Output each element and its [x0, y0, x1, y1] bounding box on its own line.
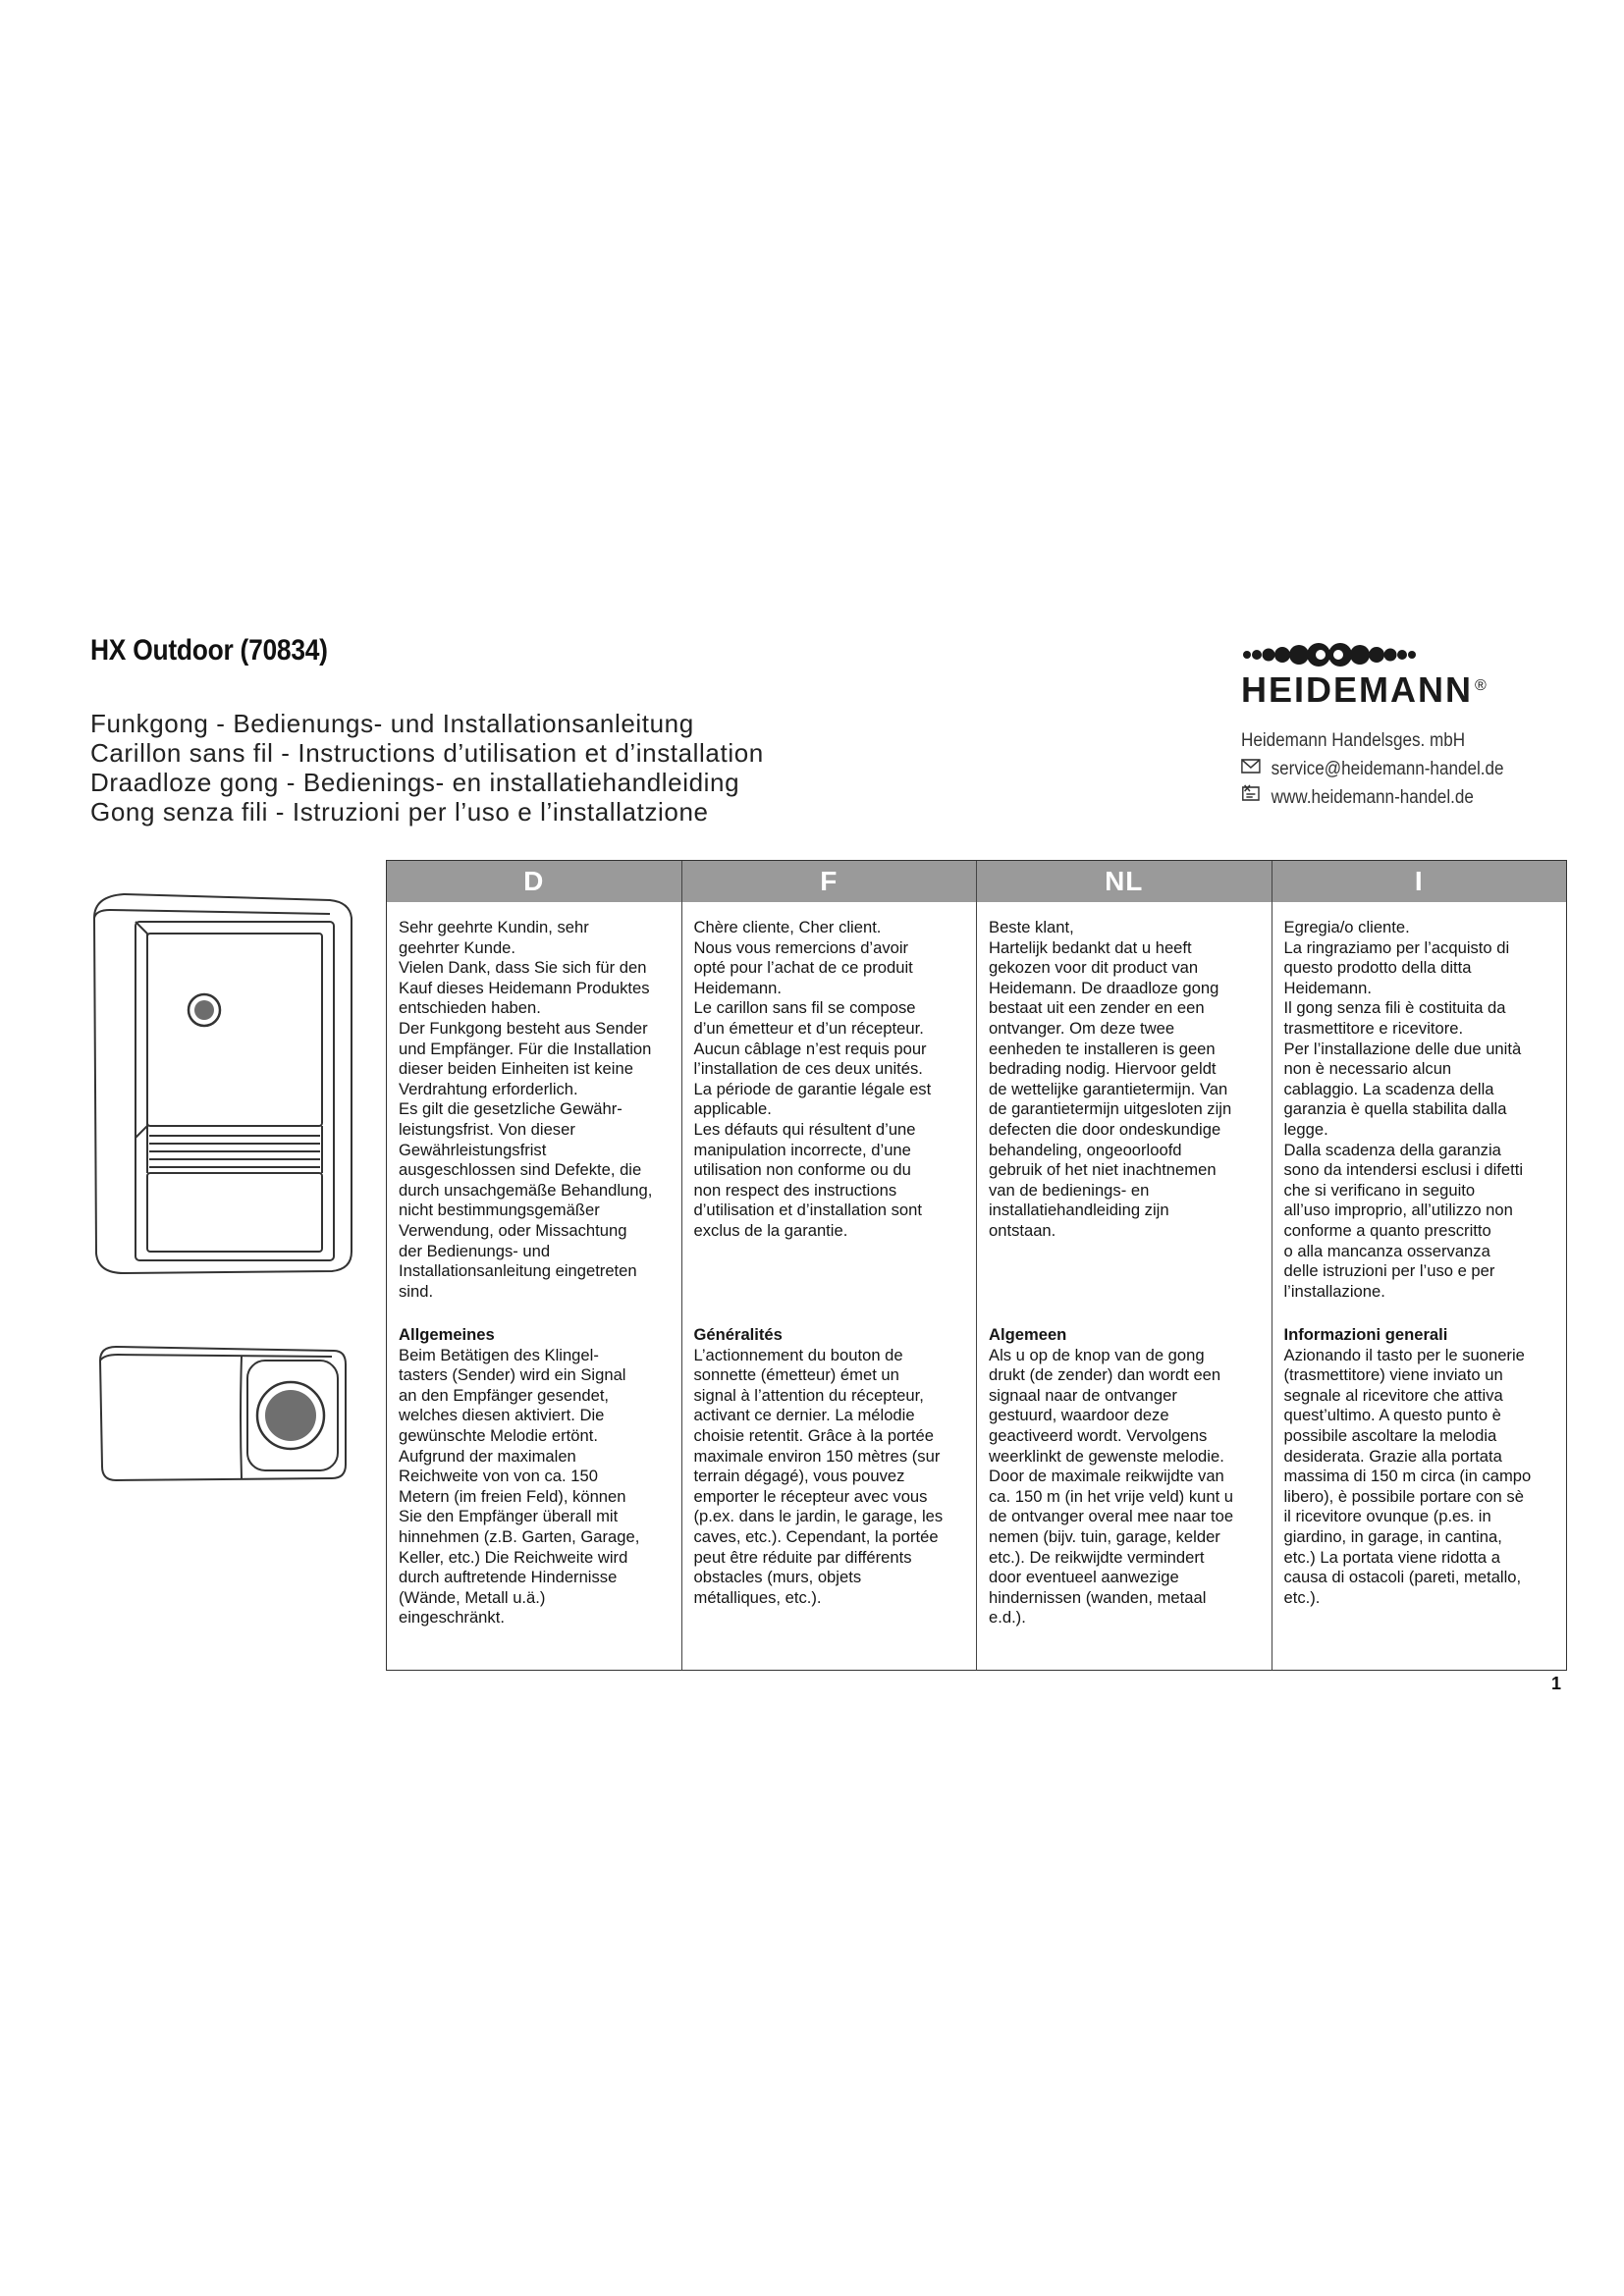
- general-section-fr: [682, 1325, 977, 1608]
- subtitle-fr: Carillon sans fil - Instructions d’utilisation et d’installation: [90, 738, 764, 768]
- logo-dots-icon: [1241, 638, 1565, 671]
- bell-button-illustration: [94, 1341, 350, 1493]
- registered-mark: ®: [1475, 677, 1489, 694]
- brand-logo-text: HEIDEMANN: [1241, 669, 1474, 710]
- company-name: Heidemann Handelsges. mbH: [1241, 730, 1466, 751]
- intro-text-fr: Chère cliente, Cher client. Nous vous remercions d’avoir opté pour l’achat de ce produit Heidemann. Le carillon sans fil se compose d’un émetteur et d’un récepteur. Aucun câblage n’est requis pour l’installation de ces deux unités. La période de garantie légale est applicable. Les défauts qui résultent d’une manipulation incorrecte, d’une utilisation non conforme ou du non respect des instructions d’utilisation et d’installation sont exclus de la garantie.: [693, 918, 932, 1240]
- general-heading-de: Allgemeines: [399, 1325, 495, 1344]
- intro-text-de: Sehr geehrte Kundin, sehr geehrter Kunde. Vielen Dank, dass Sie sich für den Kauf dieses Heidemann Produktes entschieden haben. Der Funkgong besteht aus Sender und Empfänger. Für die Installation dieser beiden Einheiten ist keine Verdrahtung erforderlich. Es gilt die gesetzliche Gewähr- leistungsfrist. Von dieser Gewährleistungsfrist ausgeschlossen sind Defekte, die durch unsachgemäße Behandlung, nicht bestimmungsgemäßer Verwendung, oder Missachtung der Bedienungs- und Installationsanleitung eingetreten sind.: [399, 918, 653, 1301]
- website-line: [1241, 783, 1533, 812]
- general-heading-it: Informazioni generali: [1283, 1325, 1448, 1344]
- general-body-fr: L’actionnement du bouton de sonnette (émetteur) émet un signal à l’attention du récepteur, activant ce dernier. La mélodie choisie retentit. Grâce à la portée maximale environ 150 mètres (sur terrain dégagé), vous pouvez emporter le récepteur avec vous (p.ex. dans le jardin, le garage, les caves, etc.). Cependant, la portée peut être réduite par différents obstacles (murs, objets métalliques, etc.).: [693, 1345, 944, 1607]
- general-body-nl: Als u op de knop van de gong drukt (de zender) dan wordt een signaal naar de ontvanger gestuurd, waardoor deze geactiveerd wordt. Vervolgens weerklinkt de gewenste melodie. Door de maximale reikwijdte van ca. 150 m (in het vrije veld) kunt u de ontvanger overal mee naar toe nemen (bijv. tuin, garage, kelder etc.). De reikwijdte vermindert door eventueel aanwezige hindernissen (wanden, metaal e.d.).: [989, 1345, 1234, 1628]
- general-section-it: [1272, 1325, 1567, 1608]
- column-nl: [976, 861, 1272, 1670]
- subtitle-de: Funkgong - Bedienungs- und Installationsanleitung: [90, 709, 694, 738]
- general-body-de: Beim Betätigen des Klingel- tasters (Sender) wird ein Signal an den Empfänger gesendet, welches diesen aktiviert. Die gewünschte Melodie ertönt. Aufgrund der maximalen Reichweite von von ca. 150 Metern (im freien Feld), können Sie den Empfänger überall mit hinnehmen (z.B. Garten, Garage, Keller, etc.) Die Reichweite wird durch auftretende Hindernisse (Wände, Metall u.ä.) eingeschränkt.: [399, 1345, 640, 1628]
- general-heading-nl: Algemeen: [989, 1325, 1067, 1344]
- brand-logo: [1241, 669, 1565, 711]
- intro-text-nl: Beste klant, Hartelijk bedankt dat u heeft gekozen voor dit product van Heidemann. De draadloze gong bestaat uit een zender en een ontvanger. Om deze twee eenheden te installeren is geen bedrading nodig. Hiervoor geldt de wettelijke garantietermijn. Van de garantietermijn uitgesloten zijn defecten die door ondeskundige behandeling, ongeoorloofd gebruik of het niet inachtnemen van de bedienings- en installatiehandleiding zijn ontstaan.: [989, 918, 1232, 1240]
- subtitle-nl: Draadloze gong - Bedienings- en installatiehandleiding: [90, 768, 740, 797]
- general-section-nl: [977, 1325, 1272, 1629]
- page-number: 1: [1551, 1674, 1562, 1693]
- website-link[interactable]: www.heidemann-handel.de: [1271, 787, 1474, 808]
- general-heading-fr: Généralités: [693, 1325, 783, 1344]
- brand-block: [1241, 638, 1565, 812]
- column-header-fr: F: [682, 861, 977, 902]
- envelope-icon: [1241, 755, 1264, 783]
- column-de: [387, 861, 681, 1670]
- manual-table: [386, 860, 1567, 1671]
- general-section-de: [387, 1325, 681, 1629]
- email-line: [1241, 755, 1533, 783]
- product-title: HX Outdoor (70834): [90, 634, 328, 667]
- general-body-it: Azionando il tasto per le suonerie (trasmettitore) viene inviato un segnale al ricevitore che attiva quest’ultimo. A questo punto è possibile ascoltare la melodia desiderata. Grazie alla portata massima di 150 m circa (in campo libero), è possibile portare con sè il ricevitore ovunque (p.es. in giardino, in garage, in cantina, etc.) La portata viene ridotta a causa di ostacoli (pareti, metallo, etc.).: [1283, 1345, 1532, 1607]
- intro-text-it: Egregia/o cliente. La ringraziamo per l’acquisto di questo prodotto della ditta Heidemann. Il gong senza fili è costituita da trasmettitore e ricevitore. Per l’installazione delle due unità non è necessario alcun cablaggio. La scadenza della garanzia è quella stabilita dalla legge. Dalla scadenza della garanzia sono da intendersi esclusi i difetti che si verificano in seguito all’uso improprio, all’utilizzo non conforme a quanto prescritto o alla mancanza osservanza delle istruzioni per l’uso e per l’installazione.: [1283, 918, 1524, 1301]
- column-fr: [681, 861, 977, 1670]
- receiver-illustration: [84, 888, 359, 1286]
- contact-info: [1241, 726, 1533, 812]
- subtitle-list: [90, 709, 764, 827]
- subtitle-it: Gong senza fili - Istruzioni per l’uso e l’installatzione: [90, 797, 709, 827]
- column-it: [1272, 861, 1567, 1670]
- column-header-de: D: [387, 861, 681, 902]
- column-header-nl: NL: [977, 861, 1272, 902]
- web-icon: [1241, 783, 1264, 812]
- email-link[interactable]: service@heidemann-handel.de: [1271, 759, 1504, 779]
- company-line: [1241, 726, 1533, 755]
- column-header-it: I: [1272, 861, 1567, 902]
